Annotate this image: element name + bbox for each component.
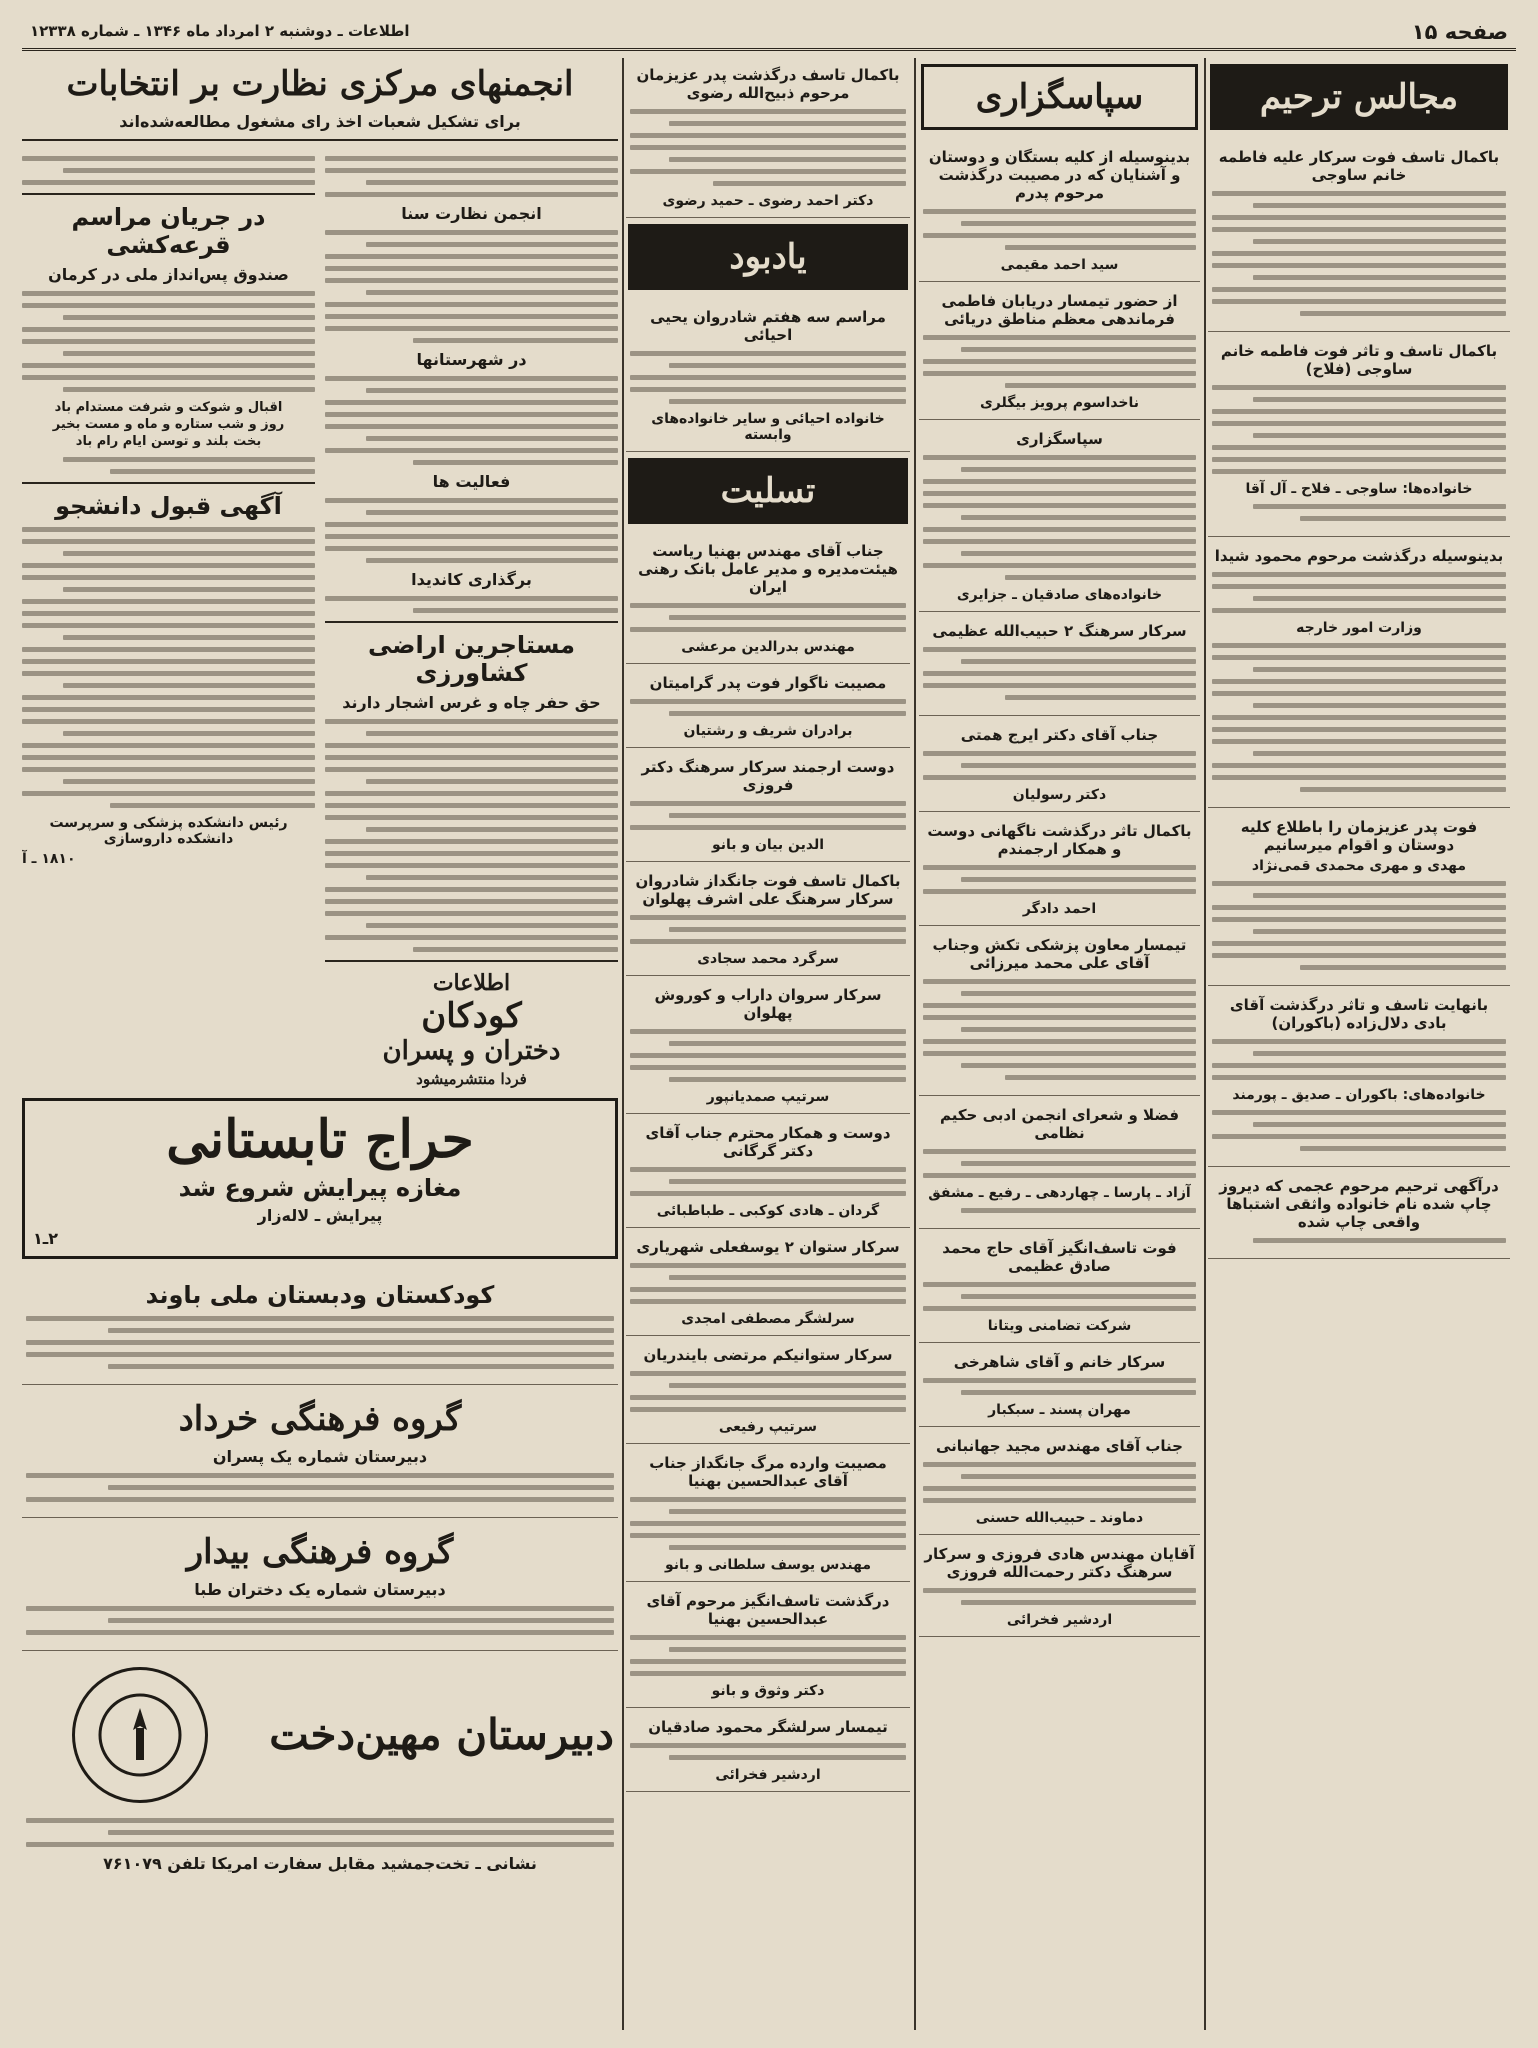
notice-signature: اردشیر فخرائی <box>1006 1612 1113 1628</box>
thanks-notice <box>919 1429 1200 1535</box>
memorial-notice <box>626 300 910 452</box>
notice-title: سپاسگزاری <box>1016 430 1103 448</box>
notice-title: جناب آقای مهندس بهنیا ریاست هیئت‌مدیره و مدیر عامل بانک رهنی ایران <box>638 542 898 596</box>
notice-signature: الدین بیان و بانو <box>711 837 825 853</box>
notice-signature: مهدی و مهری محمدی قمی‌نژاد <box>1251 858 1467 874</box>
magazine-line-3: دختران و پسران <box>382 1036 561 1066</box>
headline-tenants: مستاجرین اراضی کشاورزی <box>367 631 576 687</box>
ad-sale-subtitle: مغازه پیرایش شروع شد <box>178 1174 462 1202</box>
obituary-notice <box>1208 539 1510 808</box>
headline-lottery: در جریان مراسم قرعه‌کشی <box>71 203 266 259</box>
condolence-notice <box>626 1230 910 1336</box>
column-news-ads <box>22 58 618 2030</box>
condolence-notice <box>626 534 910 664</box>
notice-signature: برادران شریف و رشتیان <box>683 723 853 739</box>
notice-signature: مهندس یوسف سلطانی و بانو <box>664 1557 872 1573</box>
thanks-notice <box>919 814 1200 926</box>
notice-signature: خانواده‌ها: ساوجی ـ فلاح ـ آل آقا <box>1245 481 1473 497</box>
notice-title: درآگهی ترحیم مرحوم عجمی که دیروز چاپ شده نام خانواده واثقی اشتباها واقعی چاپ شده <box>1219 1177 1499 1231</box>
thanks-notice <box>919 422 1200 612</box>
notice-title: آقایان مهندس هادی فروزی و سرکار سرهنگ دکتر رحمت‌الله فروزی <box>924 1545 1195 1581</box>
notice-title: جناب آقای دکتر ایرج همتی <box>960 726 1159 744</box>
notice-title: فوت تاسف‌انگیز آقای حاج محمد صادق عظیمی <box>942 1239 1177 1275</box>
notice-signature: سرلشگر مصطفی امجدی <box>681 1311 855 1327</box>
subheadline-lottery: صندوق پس‌انداز ملی در کرمان <box>48 265 289 284</box>
notice-title: از حضور تیمسار دریابان فاطمی فرماندهی معظم مناطق دریائی <box>941 292 1178 328</box>
column-rule <box>622 58 624 2030</box>
notice-signature: سرتیپ صمدیانپور <box>706 1089 830 1105</box>
notice-signature: گردان ـ هادی کوکبی ـ طباطبائی <box>656 1203 880 1219</box>
ad-mahindokht-address: نشانی ـ تخت‌جمشید مقابل سفارت امریکا تلفن ۷۶۱۰۷۹ <box>103 1854 537 1873</box>
ad-bidar-subtitle: دبیرستان شماره یک دختران طبا <box>194 1580 446 1599</box>
page-number: صفحه ۱۵ <box>1411 20 1508 44</box>
news-left-subcolumn <box>22 149 315 1088</box>
notice-title: درگذشت تاسف‌انگیز مرحوم آقای عبدالحسین بهنیا <box>646 1592 890 1628</box>
condolence-notice <box>626 1710 910 1792</box>
ad-summer-sale <box>22 1098 618 1259</box>
ad-khordad-school <box>22 1387 618 1518</box>
ad-sale-shop: پیرایش ـ لاله‌زار <box>257 1206 383 1225</box>
ad-mahindokht-school <box>22 1653 618 1885</box>
notice-signature: آزاد ـ پارسا ـ چهاردهی ـ رفیع ـ مشفق <box>928 1185 1191 1201</box>
magazine-line-4: فردا منتشرمیشود <box>416 1070 527 1088</box>
news-right-subcolumn <box>325 149 618 1088</box>
notice-signature: دماوند ـ حبیب‌الله حسنی <box>975 1510 1144 1526</box>
ad-mahindokht-title: دبیرستان مهین‌دخت <box>269 1709 614 1759</box>
subsection-candidates: برگذاری کاندیدا <box>411 570 532 589</box>
section-header-mourning: مجالس ترحیم <box>1210 64 1508 130</box>
notice-title: دوست ارجمند سرکار سرهنگ دکتر فروزی <box>641 758 895 794</box>
masthead <box>22 14 1516 51</box>
magazine-ad <box>325 970 618 1088</box>
ad-student-title: آگهی قبول دانشجو <box>55 492 282 520</box>
notice-title: سرکار خانم و آقای شاهرخی <box>953 1353 1166 1371</box>
notice-signature: دکتر احمد رضوی ـ حمید رضوی <box>662 193 874 209</box>
ad-code: ۲ـ۱ <box>33 1229 58 1248</box>
thanks-notice <box>919 1098 1200 1229</box>
notice-signature: خانواده‌های: باکوران ـ صدیق ـ پورمند <box>1232 1087 1486 1103</box>
notice-title: باکمال تاسف درگذشت پدر عزیزمان مرحوم ذبیح‌الله رضوی <box>636 66 900 102</box>
poem-line: اقبال و شوکت و شرفت مستدام باد <box>54 400 283 415</box>
thanks-notice <box>919 140 1200 282</box>
condolence-notice <box>626 1338 910 1444</box>
thanks-notice <box>919 284 1200 420</box>
headline-election: انجمنهای مرکزی نظارت بر انتخابات <box>66 64 574 104</box>
ad-mahindokht-header <box>26 1659 614 1811</box>
ad-sale-title: حراج تابستانی <box>166 1109 474 1170</box>
notice-signature: خانواده احیائی و سایر خانواده‌های وابسته <box>651 411 885 443</box>
magazine-line-1: اطلاعات <box>432 970 511 996</box>
thanks-notice <box>919 1537 1200 1637</box>
notice-signature: وزارت امور خارجه <box>1296 620 1422 636</box>
notice-title: فوت پدر عزیزمان را باطلاع کلیه دوستان و اقوام میرسانیم <box>1240 818 1478 854</box>
poem-line: روز و شب ستاره و ماه و مست بخیر <box>52 417 285 432</box>
thanks-notice <box>919 928 1200 1096</box>
condolence-notice <box>626 864 910 976</box>
column-rule <box>914 58 916 2030</box>
section-header-condolence: تسلیت <box>628 458 908 524</box>
thanks-notice <box>919 1231 1200 1343</box>
condolence-notice <box>626 1116 910 1228</box>
obituary-notice <box>1208 334 1510 537</box>
obituary-notice <box>1208 140 1510 332</box>
obituary-notice <box>1208 988 1510 1167</box>
thanks-notice <box>919 614 1200 716</box>
notice-title: مصیبت ناگوار فوت پدر گرامیتان <box>649 674 887 692</box>
notice-signature: سرگرد محمد سجادی <box>697 951 839 967</box>
poem-line: بخت بلند و توسن ایام رام باد <box>75 434 262 449</box>
notice-signature: احمد دادگر <box>1022 901 1097 917</box>
notice-title: دوست و همکار محترم جناب آقای دکتر گرگانی <box>645 1124 891 1160</box>
notice-signature: سید احمد مقیمی <box>1000 257 1119 273</box>
ad-student-signature: رئیس دانشکده پزشکی و سرپرست دانشکده داروسازی <box>49 815 288 847</box>
notice-signature: خانواده‌های صادقیان ـ جزایری <box>956 587 1163 603</box>
notice-title: سرکار ستوانیکم مرتضی بایندریان <box>643 1346 893 1364</box>
notice-signature: اردشیر فخرائی <box>715 1767 821 1783</box>
notice-title: تیمسار معاون پزشکی تکش وجناب آقای علی محمد میرزائی <box>932 936 1187 972</box>
notice-title: بانهایت تاسف و تاثر درگذشت آقای بادی دلال‌زاده (باکوران) <box>1229 996 1489 1032</box>
magazine-line-2: کودکان <box>421 996 522 1036</box>
notice-title: فضلا و شعرای انجمن ادبی حکیم نظامی <box>939 1106 1180 1142</box>
notice-signature: دکتر رسولیان <box>1012 787 1107 803</box>
date-line: اطلاعات ـ دوشنبه ۲ امرداد ماه ۱۳۴۶ ـ شماره ۱۲۳۳۸ <box>30 22 410 40</box>
notice-title: جناب آقای مهندس مجید جهانبانی <box>936 1437 1183 1455</box>
ad-kindergarten-title: کودکستان ودبستان ملی باوند <box>145 1281 495 1309</box>
ad-khordad-title: گروه فرهنگی خرداد <box>178 1399 462 1439</box>
section-header-memorial: یادبود <box>628 224 908 290</box>
column-rule <box>1204 58 1206 2030</box>
notice-title: باکمال تاثر درگذشت ناگهانی دوست و همکار ارجمندم <box>927 822 1192 858</box>
thanks-notice <box>919 1345 1200 1427</box>
subsection-provinces: در شهرستانها <box>416 350 527 369</box>
notice-title: سرکار سرهنگ ۲ حبیب‌الله عظیمی <box>932 622 1187 640</box>
notice-signature: ناخداسوم پرویز بیگلری <box>979 395 1140 411</box>
section-header-thanks: سپاسگزاری <box>921 64 1198 130</box>
notice-title: سرکار سروان داراب و کوروش پهلوان <box>654 986 882 1022</box>
torch-emblem-icon <box>95 1690 185 1780</box>
condolence-notice <box>626 1584 910 1708</box>
ad-bidar-title: گروه فرهنگی بیدار <box>186 1532 454 1572</box>
notice-title: بدینوسیله از کلیه بستگان و دوستان و آشنایان که در مصیبت درگذشت مرحوم پدرم <box>928 148 1191 202</box>
notice-title: باکمال تاسف فوت جانگداز شادروان سرکار سرهنگ علی اشرف پهلوان <box>635 872 901 908</box>
ad-khordad-subtitle: دبیرستان شماره یک پسران <box>212 1447 428 1466</box>
notice-signature: مهران پسند ـ سبکبار <box>988 1402 1131 1418</box>
ad-kindergarten <box>22 1269 618 1385</box>
notice-title: مصیبت وارده مرگ جانگداز جناب آقای عبدالحسین بهنیا <box>649 1454 887 1490</box>
condolence-notice <box>626 1446 910 1582</box>
condolence-notice <box>626 750 910 862</box>
notice-title: سرکار ستوان ۲ یوسفعلی شهریاری <box>636 1238 900 1256</box>
notice-signature: شرکت تضامنی ویتانا <box>987 1318 1132 1334</box>
column-condolences <box>626 58 910 2030</box>
subsection-activities: فعالیت ها <box>432 472 511 491</box>
subheadline-election: برای تشکیل شعبات اخذ رای مشغول مطالعه‌شده‌اند <box>119 112 521 131</box>
subheadline-tenants: حق حفر چاه و غرس اشجار دارند <box>342 693 601 712</box>
subsection-senate: انجمن نظارت سنا <box>401 204 542 223</box>
ad-bidar-school <box>22 1520 618 1651</box>
school-logo-icon <box>72 1667 208 1803</box>
notice-signature: مهندس بدرالدین مرعشی <box>681 639 855 655</box>
column-thanks <box>919 58 1200 2030</box>
notice-title: باکمال تاسف فوت سرکار علیه فاطمه خانم ساوجی <box>1218 148 1500 184</box>
notice-title: تیمسار سرلشگر محمود صادقیان <box>648 1718 888 1736</box>
obituary-notice <box>1208 810 1510 986</box>
news-two-columns <box>22 149 618 1088</box>
notice-title: باکمال تاسف و تاثر فوت فاطمه خانم ساوجی (فلاح) <box>1220 342 1498 378</box>
thanks-notice <box>919 718 1200 812</box>
ad-code: ۱۸۱۰ ـ آ <box>22 851 76 867</box>
notice-signature: سرتیپ رفیعی <box>718 1419 818 1435</box>
obituary-notice <box>626 58 910 218</box>
correction-notice <box>1208 1169 1510 1259</box>
notice-signature: دکتر وثوق و بانو <box>711 1683 825 1699</box>
column-obituaries <box>1208 58 1510 2030</box>
condolence-notice <box>626 666 910 748</box>
notice-title: بدینوسیله درگذشت مرحوم محمود شیدا <box>1214 547 1504 565</box>
condolence-notice <box>626 978 910 1114</box>
notice-title: مراسم سه هفتم شادروان یحیی احیائی <box>650 308 886 344</box>
